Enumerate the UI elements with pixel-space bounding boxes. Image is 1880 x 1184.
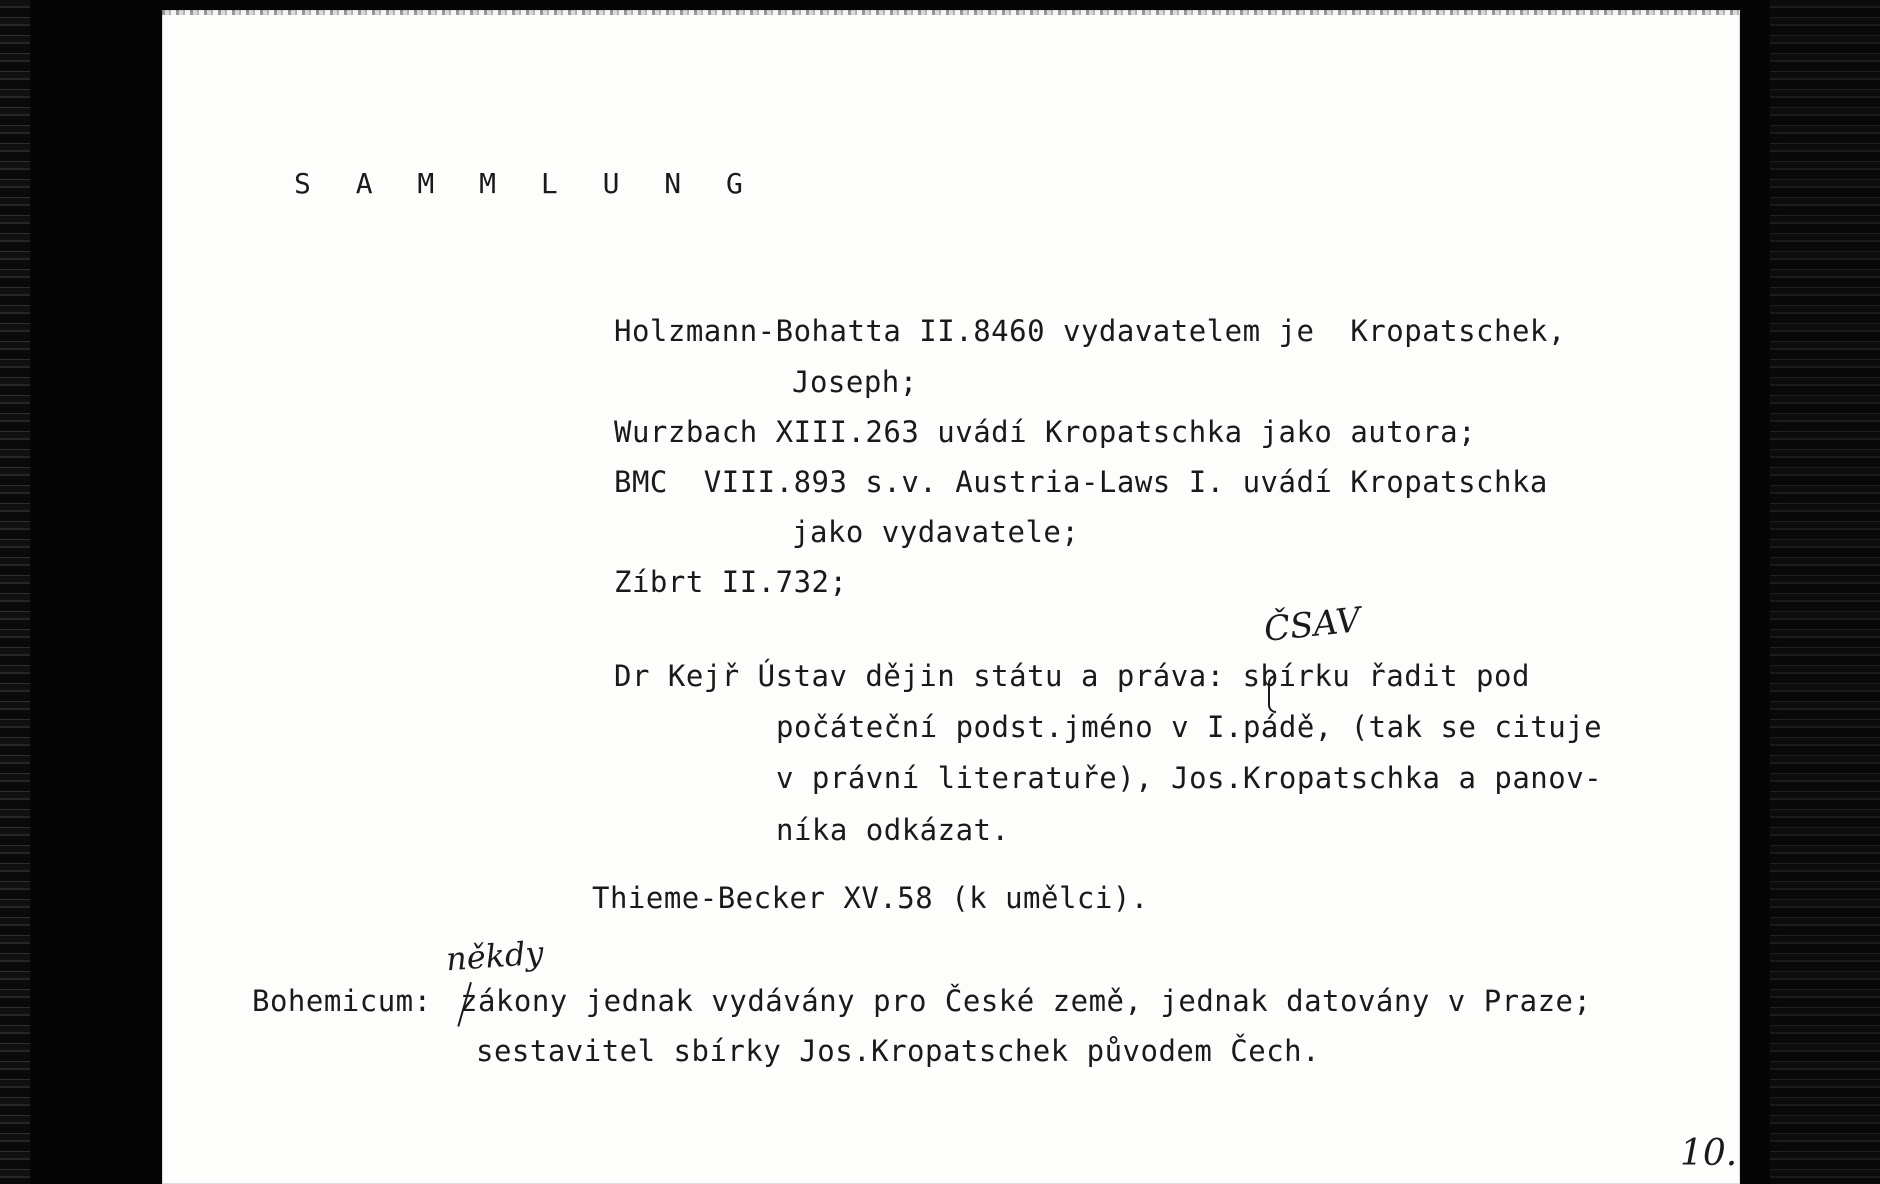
note-line-2: počáteční podst.jméno v I.pádě, (tak se cituje: [776, 710, 1603, 744]
bohemicum-line-2: sestavitel sbírky Jos.Kropatschek původem Čech.: [476, 1034, 1321, 1068]
handwritten-annotation-nekdy: někdy: [444, 933, 545, 979]
handwritten-annotation-csav: ČSAV: [1262, 600, 1363, 650]
left-scan-edge: [0, 0, 30, 1184]
reference-holzmann: Holzmann-Bohatta II.8460 vydavatelem je Kropatschek,: [614, 314, 1566, 348]
reference-holzmann-cont: Joseph;: [792, 365, 918, 399]
note-first-line: Dr Kejř Ústav dějin státu a práva: sbírku řadit pod: [614, 659, 1530, 693]
note-line-3: v právní literatuře), Jos.Kropatschka a panov-: [776, 761, 1603, 795]
reference-bmc: BMC VIII.893 s.v. Austria-Laws I. uvádí Kropatschka: [614, 465, 1548, 499]
bohemicum-line-1: zákony jednak vydávány pro České země, jednak datovány v Praze;: [460, 984, 1592, 1018]
reference-zibrt: Zíbrt II.732;: [614, 565, 848, 599]
index-card: [162, 10, 1740, 1184]
bohemicum-label: Bohemicum:: [252, 984, 432, 1018]
reference-bmc-cont: jako vydavatele;: [792, 515, 1080, 549]
page-number: 10.: [1680, 1133, 1738, 1174]
right-scan-edge: [1770, 0, 1880, 1184]
reference-thieme-becker: Thieme-Becker XV.58 (k umělci).: [592, 881, 1149, 915]
note-line-4: níka odkázat.: [776, 813, 1010, 847]
reference-wurzbach: Wurzbach XIII.263 uvádí Kropatschka jako autora;: [614, 415, 1477, 449]
card-heading: S A M M L U N G: [294, 167, 757, 200]
